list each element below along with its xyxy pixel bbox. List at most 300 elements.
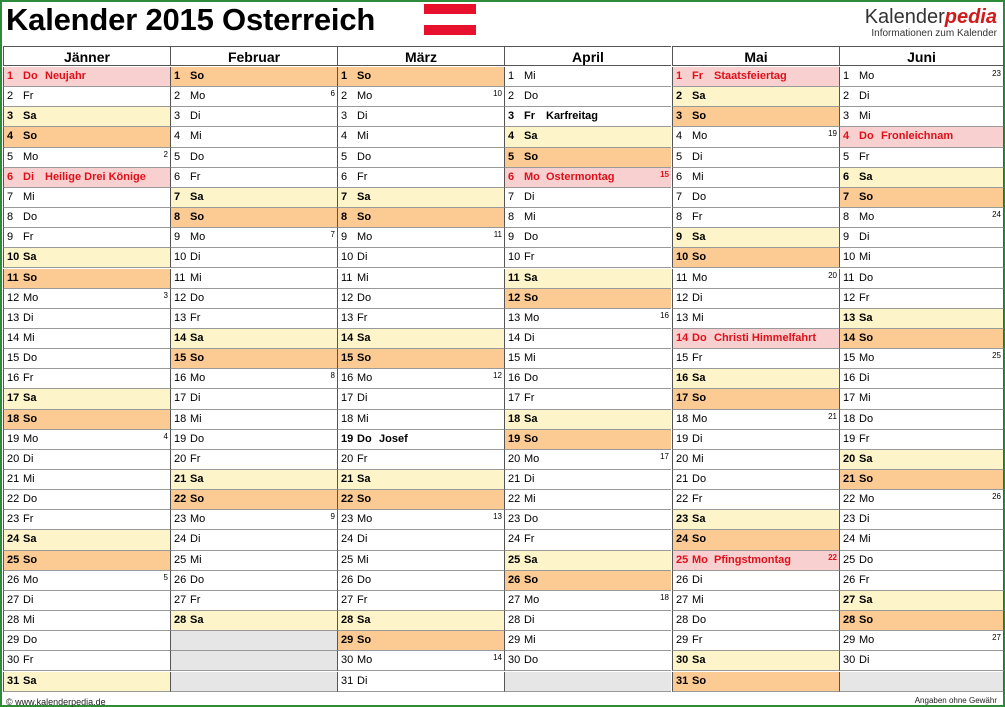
day-cell [839,228,1004,248]
day-cell [504,107,671,127]
day-number: 29 [341,634,354,647]
weekday: Mo [859,70,875,82]
day-number: 26 [174,573,187,586]
day-number: 19 [843,432,856,445]
weekday: Mo [524,452,540,465]
month-header: Juni [839,46,1004,66]
day-number: 1 [843,70,850,82]
weekday: So [859,614,874,627]
day-number: 28 [341,614,354,627]
day-number: 7 [341,190,348,203]
week-number: 25 [992,351,1001,361]
weekday: Sa [190,614,204,627]
day-number: 24 [843,533,856,546]
weekday: Sa [23,533,37,546]
day-number: 5 [341,150,348,163]
brand-logo[interactable] [865,6,997,40]
weekday: Sa [190,190,204,203]
weekday: Do [859,412,874,425]
weekday: Fr [23,90,34,103]
weekday: Sa [190,473,204,485]
weekday: Fr [524,110,535,123]
day-cell [3,148,170,168]
day-cell [337,228,504,248]
day-cell [504,510,671,530]
day-number: 24 [174,533,187,546]
day-number: 25 [508,553,521,566]
weekday: Mo [190,90,206,103]
day-number: 19 [676,432,689,445]
day-cell [337,269,504,289]
day-cell [337,107,504,127]
day-number: 16 [676,372,689,385]
weekday: Fr [859,432,870,445]
day-cell [337,329,504,349]
day-cell [672,510,839,530]
day-cell [170,470,337,490]
weekday: Di [357,392,368,405]
day-number: 28 [843,614,856,627]
day-number: 11 [843,271,855,284]
weekday: Mo [859,493,875,506]
day-cell [672,349,839,369]
weekday: Sa [190,331,204,344]
month-column [170,46,337,692]
day-number: 23 [7,513,20,526]
day-number: 6 [508,170,515,183]
week-number: 6 [330,89,335,99]
day-cell [504,67,671,87]
day-cell [839,248,1004,268]
weekday: Sa [524,412,538,425]
day-cell [504,611,671,631]
day-number: 7 [843,190,850,203]
weekday: Mo [190,372,206,385]
day-cell [504,228,671,248]
weekday: Fr [357,593,368,606]
weekday: Fr [859,291,870,304]
weekday: Di [692,150,703,163]
weekday: So [524,573,539,586]
weekday: Di [692,291,703,304]
day-number: 16 [174,372,187,385]
day-number: 2 [843,90,850,103]
day-cell [337,67,504,87]
month-column [3,46,170,692]
weekday: Sa [357,190,371,203]
day-number: 11 [341,271,353,284]
weekday: Mi [357,271,369,284]
weekday: So [692,251,707,264]
weekday: Fr [357,170,368,183]
day-number: 26 [676,573,689,586]
weekday: Do [23,352,38,365]
holiday-name: Christi Himmelfahrt [714,331,817,344]
week-number: 11 [493,230,502,240]
weekday: Fr [859,573,870,586]
day-number: 9 [676,231,683,244]
weekday: Di [190,392,201,405]
day-cell [504,269,671,289]
day-number: 20 [7,452,20,465]
weekday: Do [23,70,38,82]
day-cell [170,248,337,268]
day-number: 14 [508,331,521,344]
weekday: Do [692,473,707,485]
weekday: So [357,634,372,647]
day-cell [839,148,1004,168]
day-number: 29 [676,634,689,647]
weekday: Mo [692,130,708,143]
day-number: 12 [676,291,689,304]
day-cell [170,127,337,147]
day-cell [170,510,337,530]
day-cell [504,309,671,329]
flag-stripe-bottom [424,25,476,35]
day-number: 7 [508,190,515,203]
weekday: So [190,70,205,82]
footer-copyright[interactable]: © www.kalenderpedia.de [6,697,106,707]
day-number: 14 [174,331,187,344]
day-cell [337,389,504,409]
day-cell [170,389,337,409]
day-cell [3,672,170,692]
weekday: So [859,331,874,344]
day-cell [672,168,839,188]
day-cell [839,389,1004,409]
weekday: Mo [692,412,708,425]
weekday: Fr [190,170,201,183]
weekday: So [23,412,38,425]
day-cell [3,188,170,208]
day-number: 16 [508,372,521,385]
day-number: 15 [508,352,521,365]
weekday: So [357,70,372,82]
day-number: 6 [341,170,348,183]
day-number: 21 [508,473,521,485]
weekday: Fr [692,70,703,82]
weekday: Fr [524,392,535,405]
day-number: 12 [843,291,856,304]
weekday: Mi [524,493,536,506]
day-cell [672,228,839,248]
day-cell [337,127,504,147]
day-number: 2 [341,90,348,103]
weekday: Mi [692,593,704,606]
week-number: 12 [493,371,502,381]
day-cell [170,269,337,289]
weekday: Sa [357,473,371,485]
weekday: Mi [692,311,704,324]
weekday: Di [692,573,703,586]
day-number: 25 [7,553,20,566]
day-number: 17 [341,392,354,405]
day-number: 5 [843,150,850,163]
day-cell [839,349,1004,369]
weekday: So [190,352,205,365]
weekday: Mi [190,271,202,284]
day-cell [337,611,504,631]
weekday: Fr [190,311,201,324]
day-number: 1 [508,70,515,82]
day-number: 7 [174,190,181,203]
day-cell [504,530,671,550]
day-cell [839,651,1004,671]
day-cell [337,289,504,309]
weekday: Mo [859,634,875,647]
day-cell [504,148,671,168]
weekday: Mi [190,553,202,566]
day-number: 24 [341,533,354,546]
weekday: Di [357,251,368,264]
day-number: 12 [174,291,187,304]
day-number: 24 [676,533,689,546]
day-cell [170,369,337,389]
weekday: Do [357,150,372,163]
day-cell [337,450,504,470]
day-number: 6 [7,170,14,183]
day-number: 8 [843,211,850,224]
day-number: 20 [843,452,856,465]
weekday: Mi [190,130,202,143]
day-cell [672,107,839,127]
day-cell [3,430,170,450]
day-number: 11 [174,271,186,284]
day-cell [672,450,839,470]
day-number: 8 [341,211,348,224]
day-number: 15 [676,352,689,365]
day-cell [672,289,839,309]
day-cell [3,168,170,188]
day-cell [672,67,839,87]
day-number: 8 [508,211,515,224]
week-number: 17 [660,451,669,461]
day-number: 18 [174,412,187,425]
day-cell [3,611,170,631]
day-number: 23 [508,513,521,526]
day-number: 2 [676,90,683,103]
day-cell [839,530,1004,550]
month-header: April [504,46,671,66]
brand-name-main: Kalender [864,6,945,28]
day-cell [672,148,839,168]
weekday: Mo [23,573,39,586]
weekday: Do [23,211,38,224]
weekday: Sa [357,614,371,627]
day-cell [839,631,1004,651]
day-cell [170,571,337,591]
day-cell [337,551,504,571]
day-number: 15 [174,352,187,365]
day-cell [672,369,839,389]
day-number: 22 [341,493,354,506]
weekday: Mo [357,654,373,667]
day-number: 18 [341,412,354,425]
week-number: 9 [330,512,335,522]
weekday: Fr [524,533,535,546]
day-number: 9 [7,231,14,244]
weekday: So [692,533,707,546]
week-number: 24 [992,210,1001,220]
day-cell [839,269,1004,289]
day-number: 21 [676,473,689,485]
weekday: Sa [692,372,706,385]
day-number: 25 [843,553,856,566]
weekday: So [524,432,539,445]
day-cell [3,269,170,289]
weekday: Mo [859,352,875,365]
weekday: Fr [692,493,703,506]
weekday: Mo [524,593,540,606]
day-cell [3,410,170,430]
holiday-name: Fronleichnam [881,130,954,143]
weekday: Sa [524,271,538,284]
day-cell [672,188,839,208]
day-cell [839,329,1004,349]
weekday: Di [524,190,535,203]
day-number: 20 [174,452,187,465]
day-number: 3 [508,110,515,123]
week-number: 2 [163,149,168,159]
weekday: Mo [23,432,39,445]
day-number: 4 [341,130,348,143]
brand-name-accent: pedia [944,6,997,28]
day-number: 10 [341,251,354,264]
footer-disclaimer: Angaben ohne Gewähr [914,696,997,705]
day-number: 18 [843,412,856,425]
day-number: 28 [174,614,187,627]
weekday: Fr [357,452,368,465]
day-cell [3,349,170,369]
weekday: Fr [692,211,703,224]
day-cell [170,551,337,571]
month-header: März [337,46,504,66]
day-cell [337,410,504,430]
day-number: 27 [843,593,856,606]
day-cell [3,107,170,127]
day-cell [170,631,337,651]
day-cell [504,248,671,268]
day-number: 25 [676,553,689,566]
day-cell [504,651,671,671]
day-cell [170,611,337,631]
day-number: 27 [7,593,20,606]
day-cell [839,107,1004,127]
day-number: 27 [676,593,689,606]
day-cell [672,389,839,409]
day-cell [672,611,839,631]
weekday: Do [859,271,874,284]
day-cell [170,450,337,470]
day-number: 23 [676,513,689,526]
week-number: 14 [493,653,502,663]
weekday: Mo [524,170,540,183]
day-cell [504,349,671,369]
weekday: Mi [692,452,704,465]
day-cell [337,349,504,369]
weekday: Mi [23,190,35,203]
day-number: 10 [508,251,521,264]
day-cell [672,490,839,510]
day-cell [504,188,671,208]
day-cell [672,208,839,228]
weekday: Mi [524,211,536,224]
day-number: 29 [508,634,521,647]
day-number: 14 [676,331,689,344]
day-cell [504,591,671,611]
brand-tagline: Informationen zum Kalender [871,28,997,39]
day-cell [3,127,170,147]
weekday: So [357,352,372,365]
weekday: So [692,392,707,405]
day-cell [170,228,337,248]
day-number: 18 [508,412,521,425]
day-cell [337,369,504,389]
day-number: 26 [508,573,521,586]
day-number: 30 [843,654,856,667]
day-number: 7 [7,190,14,203]
week-number: 18 [660,592,669,602]
day-cell [839,510,1004,530]
day-cell [3,309,170,329]
day-number: 17 [843,392,856,405]
day-cell [839,430,1004,450]
weekday: Mo [692,271,708,284]
day-number: 27 [174,593,187,606]
weekday: So [190,211,205,224]
day-cell [3,651,170,671]
weekday: So [23,553,38,566]
week-number: 7 [330,230,335,240]
day-cell [504,87,671,107]
day-number: 8 [676,211,683,224]
day-number: 30 [341,654,354,667]
weekday: Sa [692,654,706,667]
holiday-name: Ostermontag [546,170,615,183]
weekday: Sa [357,331,371,344]
day-cell [170,208,337,228]
weekday: Do [524,90,539,103]
day-cell [839,591,1004,611]
day-cell [839,410,1004,430]
weekday: Do [524,372,539,385]
day-number: 14 [341,331,354,344]
day-cell [672,470,839,490]
week-number: 16 [660,310,669,320]
day-number: 27 [508,593,521,606]
day-number: 30 [7,654,20,667]
day-cell [337,148,504,168]
weekday: Do [23,634,38,647]
day-cell [170,289,337,309]
week-number: 20 [828,270,837,280]
weekday: Mo [23,291,39,304]
weekday: Do [190,291,205,304]
day-cell [672,329,839,349]
day-cell [337,631,504,651]
week-number: 19 [828,129,837,139]
weekday: Mi [524,634,536,647]
weekday: Do [190,573,205,586]
day-number: 17 [676,392,689,405]
weekday: Mo [357,231,373,244]
day-cell [504,208,671,228]
day-number: 13 [508,311,521,324]
weekday: Do [190,150,205,163]
day-number: 5 [174,150,181,163]
weekday: Fr [692,352,703,365]
day-number: 3 [843,110,850,123]
